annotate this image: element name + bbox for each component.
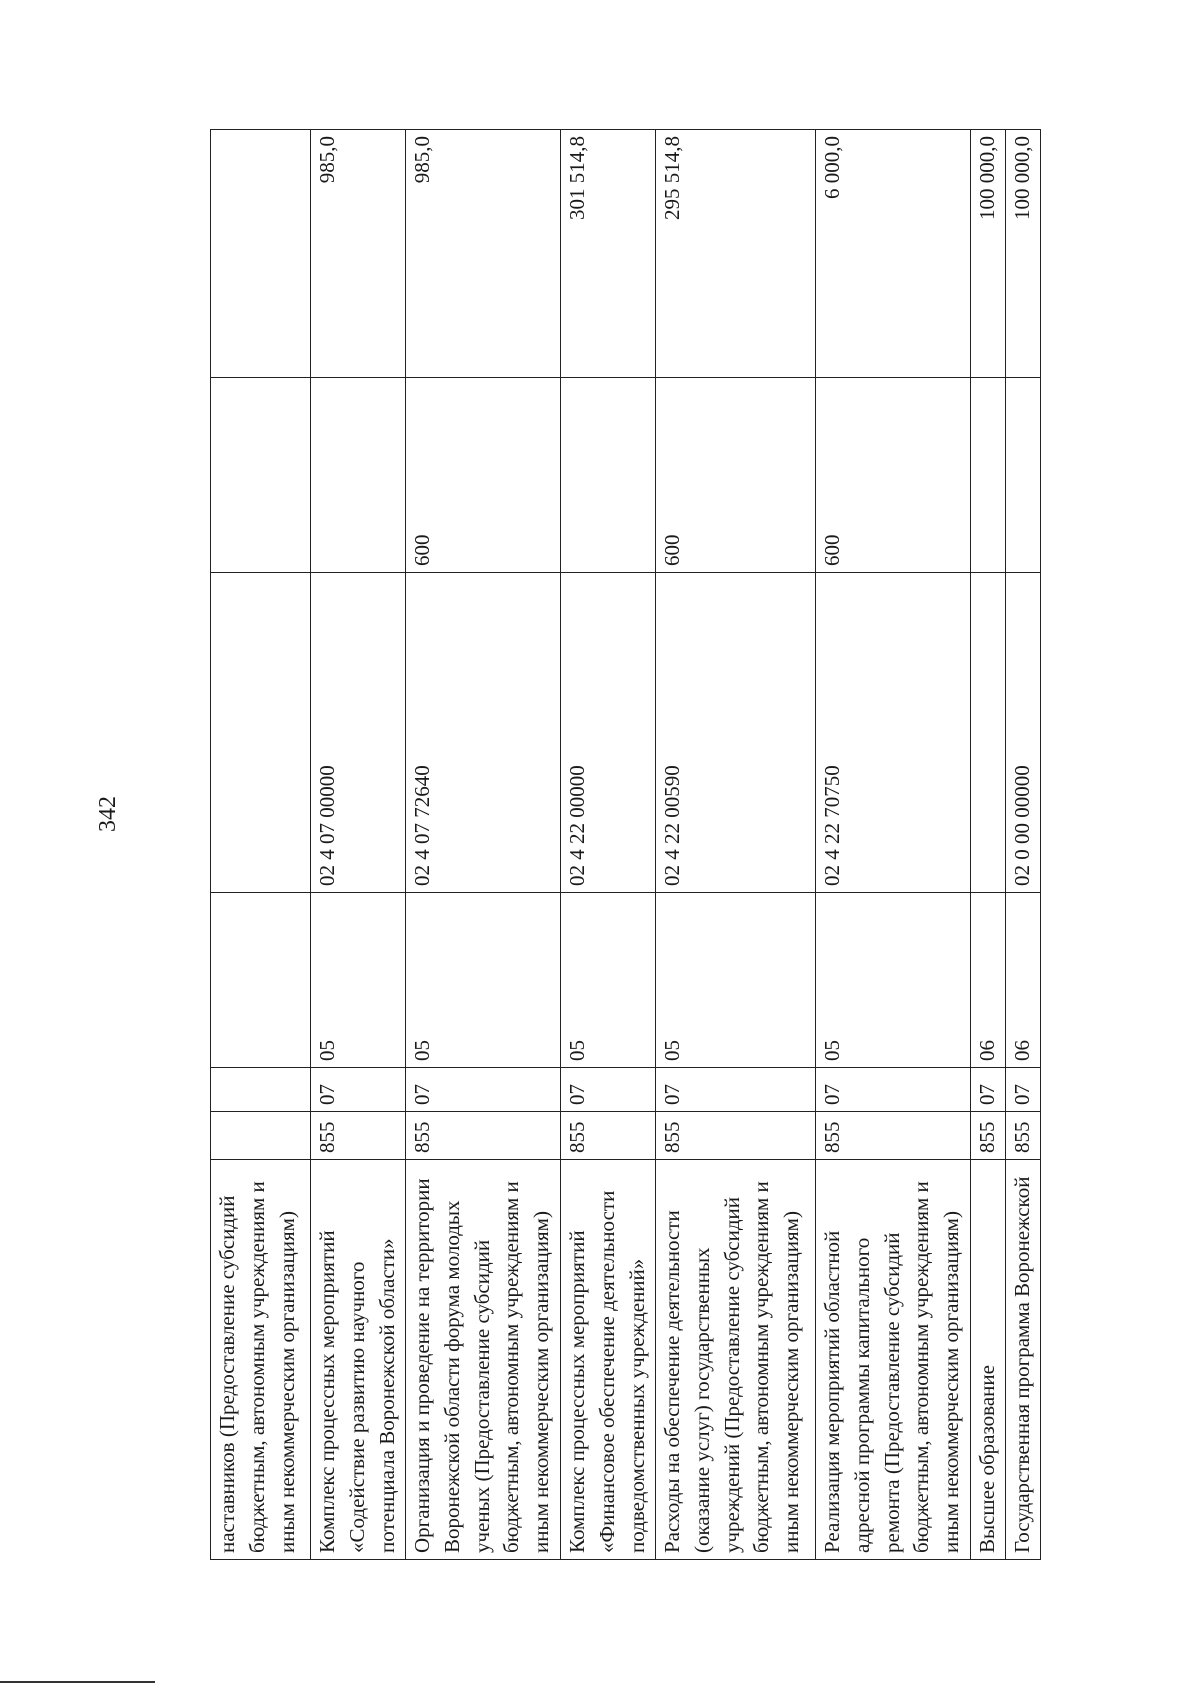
- csr-cell: 02 4 22 00000: [561, 573, 656, 893]
- csr-cell: 02 4 22 00590: [656, 573, 816, 893]
- pr-cell: 05: [406, 893, 561, 1068]
- grbs-cell: 855: [656, 1112, 816, 1160]
- amount-cell: [211, 130, 311, 378]
- rz-cell: 07: [1005, 1068, 1040, 1112]
- csr-cell: 02 0 00 00000: [1005, 573, 1040, 893]
- table-row: [211, 130, 311, 1560]
- csr-cell: 02 4 22 70750: [816, 573, 971, 893]
- csr-cell: 02 4 07 00000: [311, 573, 406, 893]
- amount-cell: 295 514,8: [656, 130, 816, 378]
- grbs-cell: [211, 1112, 311, 1160]
- grbs-cell: 855: [311, 1112, 406, 1160]
- rz-cell: 07: [561, 1068, 656, 1112]
- table-row: [406, 130, 561, 1560]
- pr-cell: 05: [311, 893, 406, 1068]
- vr-cell: [561, 378, 656, 573]
- vr-cell: [311, 378, 406, 573]
- table-row: [816, 130, 971, 1560]
- rz-cell: 07: [656, 1068, 816, 1112]
- table-row: [311, 130, 406, 1560]
- grbs-cell: 855: [1005, 1112, 1040, 1160]
- budget-table-container: [210, 130, 1041, 1560]
- rz-cell: 07: [971, 1068, 1006, 1112]
- name-cell: наставников (Предоставление субсидий бюджетным, автономным учреждениям и иным некоммерческим организациям): [211, 1160, 311, 1560]
- rz-cell: 07: [311, 1068, 406, 1112]
- amount-cell: 985,0: [406, 130, 561, 378]
- table-row: [561, 130, 656, 1560]
- amount-cell: 985,0: [311, 130, 406, 378]
- name-cell: Комплекс процессных мероприятий «Финансовое обеспечение деятельности подведомственных учреждений»: [561, 1160, 656, 1560]
- name-cell: Организация и проведение на территории Воронежской области форума молодых ученых (Предоставление субсидий бюджетным, автономным учреждениям и иным некоммерческим организациям): [406, 1160, 561, 1560]
- vr-cell: 600: [816, 378, 971, 573]
- name-cell: Реализация мероприятий областной адресной программы капитального ремонта (Предоставление субсидий бюджетным, автономным учреждениям и иным некоммерческим организациям): [816, 1160, 971, 1560]
- table-row: [656, 130, 816, 1560]
- vr-cell: 600: [656, 378, 816, 573]
- pr-cell: 06: [1005, 893, 1040, 1068]
- grbs-cell: 855: [561, 1112, 656, 1160]
- rz-cell: 07: [406, 1068, 561, 1112]
- csr-cell: 02 4 07 72640: [406, 573, 561, 893]
- amount-cell: 6 000,0: [816, 130, 971, 378]
- table-row: [971, 130, 1006, 1560]
- table-row: [1005, 130, 1040, 1560]
- vr-cell: [971, 378, 1006, 573]
- vr-cell: [1005, 378, 1040, 573]
- amount-cell: 100 000,0: [1005, 130, 1040, 378]
- pr-cell: 05: [561, 893, 656, 1068]
- budget-table: [210, 129, 1041, 1560]
- vr-cell: [211, 378, 311, 573]
- name-cell: Высшее образование: [971, 1160, 1006, 1560]
- name-cell: Расходы на обеспечение деятельности (оказание услуг) государственных учреждений (Предоставление субсидий бюджетным, автономным учреждениям и иным некоммерческим организациям): [656, 1160, 816, 1560]
- grbs-cell: 855: [406, 1112, 561, 1160]
- name-cell: Комплекс процессных мероприятий «Содействие развитию научного потенциала Воронежской области»: [311, 1160, 406, 1560]
- footer-rule: [0, 1681, 155, 1683]
- pr-cell: 06: [971, 893, 1006, 1068]
- csr-cell: [971, 573, 1006, 893]
- grbs-cell: 855: [816, 1112, 971, 1160]
- grbs-cell: 855: [971, 1112, 1006, 1160]
- vr-cell: 600: [406, 378, 561, 573]
- amount-cell: 301 514,8: [561, 130, 656, 378]
- pr-cell: 05: [816, 893, 971, 1068]
- pr-cell: 05: [656, 893, 816, 1068]
- rz-cell: 07: [816, 1068, 971, 1112]
- csr-cell: [211, 573, 311, 893]
- pr-cell: [211, 893, 311, 1068]
- name-cell: Государственная программа Воронежской: [1005, 1160, 1040, 1560]
- rz-cell: [211, 1068, 311, 1112]
- amount-cell: 100 000,0: [971, 130, 1006, 378]
- page-number: 342: [95, 796, 121, 832]
